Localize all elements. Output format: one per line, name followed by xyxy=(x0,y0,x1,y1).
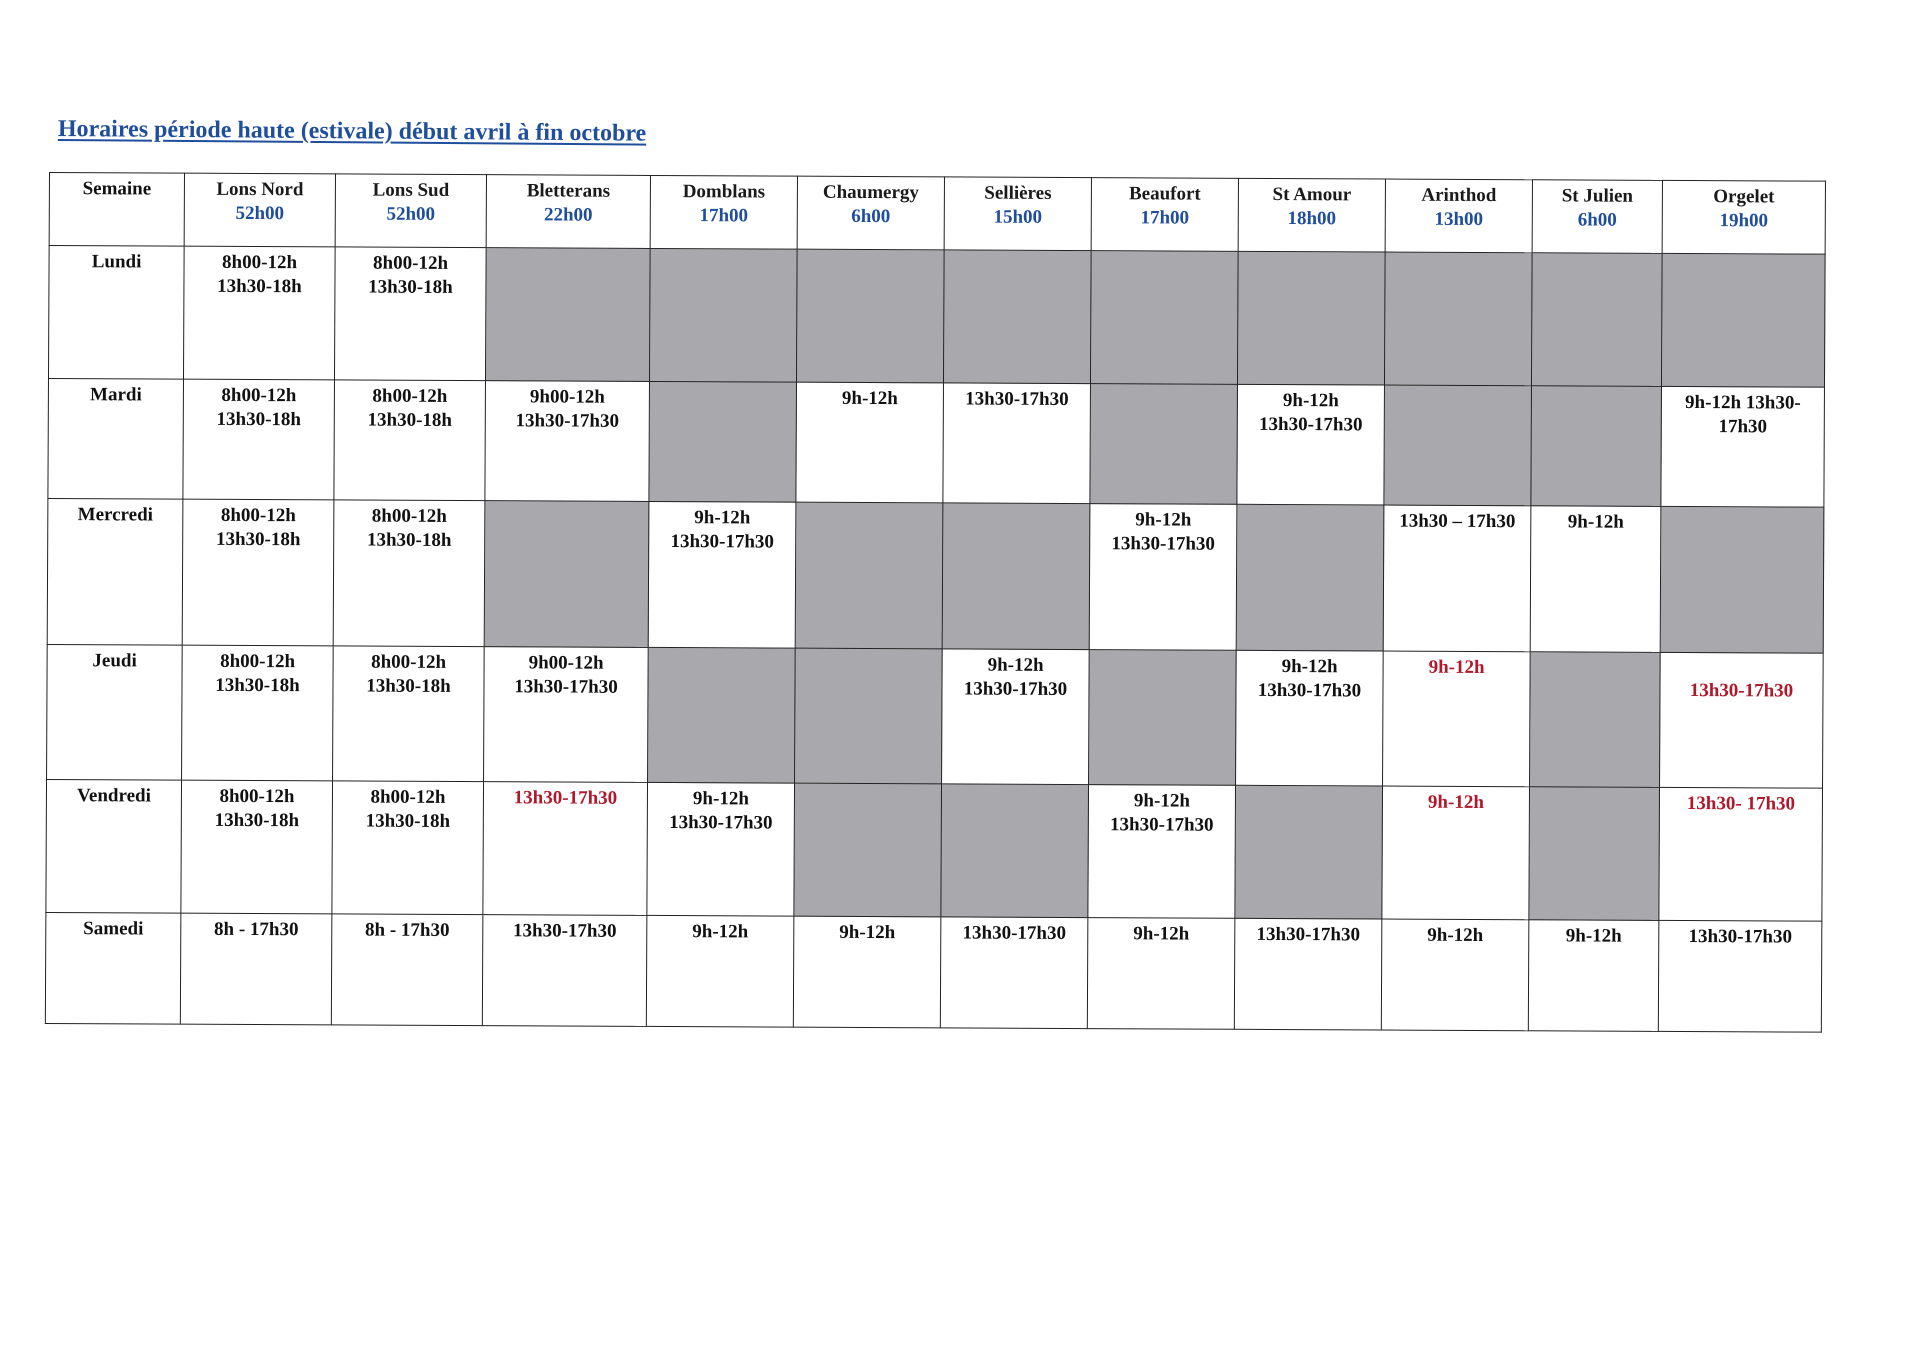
opening-hours-text: 13h30-17h30 xyxy=(1689,680,1794,702)
opening-hours-text: 8h00-12h 13h30-18h xyxy=(215,650,300,697)
opening-hours-cell xyxy=(182,499,334,646)
opening-hours-text: 8h - 17h30 xyxy=(214,918,299,941)
closed-cell xyxy=(943,250,1091,384)
column-header-st-amour xyxy=(1238,178,1385,252)
site-name: St Julien xyxy=(1561,185,1634,207)
closed-cell xyxy=(485,248,650,382)
opening-hours-text: 9h-12h 13h30- 17h30 xyxy=(1685,391,1801,438)
schedule-row xyxy=(45,912,1822,1032)
opening-hours-text: 9h-12h xyxy=(1428,656,1485,679)
schedule-row xyxy=(47,644,1824,788)
header-row xyxy=(49,173,1825,255)
column-header-st-julien xyxy=(1532,180,1662,254)
opening-hours-cell xyxy=(1088,785,1236,919)
closed-cell xyxy=(1531,253,1662,387)
opening-hours-text: 8h00-12h 13h30-18h xyxy=(215,504,301,551)
opening-hours-cell xyxy=(1661,386,1825,507)
opening-hours-text: 9h-12h xyxy=(1133,923,1190,945)
opening-hours-text: 9h-12h xyxy=(1567,511,1624,533)
site-weekly-hours: 6h00 xyxy=(851,205,891,228)
opening-hours-text: 9h-12h xyxy=(841,387,898,410)
opening-hours-text: 8h00-12h 13h30-18h xyxy=(367,385,453,431)
opening-hours-cell xyxy=(1381,919,1529,1031)
opening-hours-cell xyxy=(484,647,649,783)
weekday-label: Jeudi xyxy=(47,644,183,780)
site-name: Bletterans xyxy=(526,180,611,202)
corner-label: Semaine xyxy=(49,173,184,247)
opening-hours-text: 9h-12h xyxy=(1565,925,1622,947)
schedule-row xyxy=(46,779,1823,921)
page-title: Horaires période haute (estivale) début avril à fin octobre xyxy=(57,116,647,147)
site-name: St Amour xyxy=(1272,183,1352,206)
site-name: Orgelet xyxy=(1713,186,1775,208)
site-name: Domblans xyxy=(682,181,766,203)
site-weekly-hours: 6h00 xyxy=(1577,209,1617,231)
closed-cell xyxy=(795,648,943,784)
opening-hours-text: 9h-12h 13h30-17h30 xyxy=(670,507,774,553)
schedule-row xyxy=(47,498,1824,653)
site-name: Arinthod xyxy=(1421,184,1497,207)
opening-hours-cell xyxy=(648,501,796,648)
closed-cell xyxy=(1235,785,1383,919)
opening-hours-text: 9h-12h xyxy=(1427,924,1484,947)
opening-hours-text: 13h30-17h30 xyxy=(1256,923,1361,946)
opening-hours-cell xyxy=(647,782,795,916)
opening-hours-cell xyxy=(332,781,484,915)
opening-hours-cell xyxy=(1237,384,1385,505)
opening-hours-cell xyxy=(183,379,335,500)
schedule-row xyxy=(48,378,1825,507)
column-header-lons-sud xyxy=(335,174,486,248)
opening-hours-text: 9h-12h 13h30-17h30 xyxy=(1257,656,1362,702)
column-header-arinthod xyxy=(1385,179,1532,253)
closed-cell xyxy=(1236,504,1384,651)
schedule-body xyxy=(45,246,1825,1033)
opening-hours-cell xyxy=(1530,506,1661,653)
closed-cell xyxy=(1660,506,1824,653)
opening-hours-text: 8h00-12h 13h30-18h xyxy=(366,651,451,697)
closed-cell xyxy=(1237,251,1385,385)
opening-hours-cell xyxy=(646,915,794,1027)
opening-hours-cell xyxy=(1528,920,1659,1032)
weekday-label: Samedi xyxy=(45,912,181,1024)
opening-hours-text: 13h30-17h30 xyxy=(513,920,617,942)
opening-hours-cell xyxy=(333,646,485,782)
opening-hours-text: 9h-12h 13h30-17h30 xyxy=(1111,509,1215,555)
opening-hours-text: 13h30-17h30 xyxy=(513,787,618,809)
column-header-lons-nord xyxy=(184,173,335,247)
closed-cell xyxy=(942,503,1090,650)
opening-hours-cell xyxy=(1089,504,1237,651)
opening-hours-text: 8h00-12h 13h30-18h xyxy=(365,786,451,832)
site-name: Beaufort xyxy=(1128,183,1201,205)
opening-hours-cell xyxy=(1234,918,1382,1030)
opening-hours-text: 9h-12h 13h30-17h30 xyxy=(1258,390,1363,436)
closed-cell xyxy=(1089,650,1237,786)
site-name: Lons Nord xyxy=(216,178,304,201)
site-weekly-hours: 17h00 xyxy=(1140,207,1190,229)
closed-cell xyxy=(1530,652,1661,788)
opening-hours-text: 8h00-12h 13h30-18h xyxy=(217,251,302,298)
schedule-table xyxy=(45,172,1826,1033)
opening-hours-text: 13h30 – 17h30 xyxy=(1399,510,1516,533)
site-weekly-hours: 18h00 xyxy=(1287,208,1337,230)
opening-hours-cell xyxy=(182,645,334,781)
opening-hours-cell xyxy=(1660,652,1824,788)
site-name: Lons Sud xyxy=(372,179,450,201)
opening-hours-text: 13h30- 17h30 xyxy=(1686,793,1796,815)
opening-hours-cell xyxy=(1087,918,1235,1030)
opening-hours-cell xyxy=(942,649,1090,785)
opening-hours-text: 8h00-12h 13h30-18h xyxy=(366,505,452,551)
closed-cell xyxy=(1090,251,1238,385)
opening-hours-cell xyxy=(180,913,332,1025)
column-header-chaumergy xyxy=(797,176,944,250)
opening-hours-cell xyxy=(331,914,483,1026)
site-name: Chaumergy xyxy=(822,181,919,204)
closed-cell xyxy=(1090,384,1238,505)
opening-hours-cell xyxy=(796,382,944,503)
weekday-label: Mercredi xyxy=(47,498,183,645)
site-weekly-hours: 13h00 xyxy=(1434,208,1484,231)
opening-hours-text: 9h-12h xyxy=(839,921,896,944)
opening-hours-text: 9h00-12h 13h30-17h30 xyxy=(514,652,618,698)
opening-hours-text: 8h00-12h 13h30-18h xyxy=(368,252,453,298)
closed-cell xyxy=(941,784,1089,918)
site-weekly-hours: 22h00 xyxy=(543,204,593,226)
weekday-label: Lundi xyxy=(48,246,184,380)
schedule-row xyxy=(48,246,1825,388)
closed-cell xyxy=(795,502,943,649)
opening-hours-text: 13h30-17h30 xyxy=(962,922,1067,944)
opening-hours-text: 9h-12h xyxy=(1427,791,1484,814)
weekday-label: Mardi xyxy=(48,378,184,499)
opening-hours-cell xyxy=(333,500,485,647)
closed-cell xyxy=(1531,386,1662,507)
opening-hours-text: 8h00-12h 13h30-18h xyxy=(216,384,302,431)
opening-hours-text: 8h00-12h 13h30-18h xyxy=(214,785,300,832)
closed-cell xyxy=(649,248,797,382)
opening-hours-text: 13h30-17h30 xyxy=(965,388,1069,410)
opening-hours-cell xyxy=(181,780,333,914)
opening-hours-cell xyxy=(793,916,941,1028)
closed-cell xyxy=(484,501,649,648)
site-weekly-hours: 17h00 xyxy=(699,205,749,227)
column-header-beaufort xyxy=(1091,178,1238,252)
opening-hours-cell xyxy=(183,246,335,380)
opening-hours-cell xyxy=(1383,651,1531,787)
opening-hours-text: 13h30-17h30 xyxy=(1688,926,1793,948)
opening-hours-cell xyxy=(1383,505,1531,652)
column-header-bletterans xyxy=(486,175,650,249)
opening-hours-cell xyxy=(483,782,648,916)
opening-hours-cell xyxy=(1659,787,1823,921)
opening-hours-text: 9h00-12h 13h30-17h30 xyxy=(515,386,620,432)
opening-hours-text: 9h-12h 13h30-17h30 xyxy=(1110,790,1214,836)
opening-hours-cell xyxy=(940,917,1088,1029)
opening-hours-cell xyxy=(943,383,1091,504)
closed-cell xyxy=(1529,787,1660,921)
closed-cell xyxy=(1661,253,1825,387)
site-weekly-hours: 15h00 xyxy=(993,206,1043,228)
opening-hours-cell xyxy=(1658,920,1822,1032)
column-header-domblans xyxy=(650,175,797,249)
opening-hours-cell xyxy=(1382,786,1530,920)
opening-hours-cell xyxy=(334,247,486,381)
opening-hours-cell xyxy=(482,915,647,1027)
closed-cell xyxy=(649,381,797,502)
opening-hours-text: 9h-12h 13h30-17h30 xyxy=(963,654,1068,700)
site-weekly-hours: 52h00 xyxy=(235,202,285,225)
closed-cell xyxy=(796,249,944,383)
weekday-label: Vendredi xyxy=(46,779,182,913)
closed-cell xyxy=(794,783,942,917)
opening-hours-text: 8h - 17h30 xyxy=(365,919,450,941)
opening-hours-cell xyxy=(1236,650,1384,786)
opening-hours-cell xyxy=(334,380,486,501)
closed-cell xyxy=(648,647,796,783)
opening-hours-text: 9h-12h 13h30-17h30 xyxy=(669,788,773,834)
closed-cell xyxy=(1384,252,1532,386)
opening-hours-text: 9h-12h xyxy=(692,921,749,943)
site-name: Sellières xyxy=(984,182,1052,204)
site-weekly-hours: 19h00 xyxy=(1719,210,1769,232)
site-weekly-hours: 52h00 xyxy=(386,203,436,225)
column-header-sellieres xyxy=(944,177,1091,251)
closed-cell xyxy=(1384,385,1532,506)
column-header-orgelet xyxy=(1662,180,1825,254)
opening-hours-cell xyxy=(485,381,650,502)
